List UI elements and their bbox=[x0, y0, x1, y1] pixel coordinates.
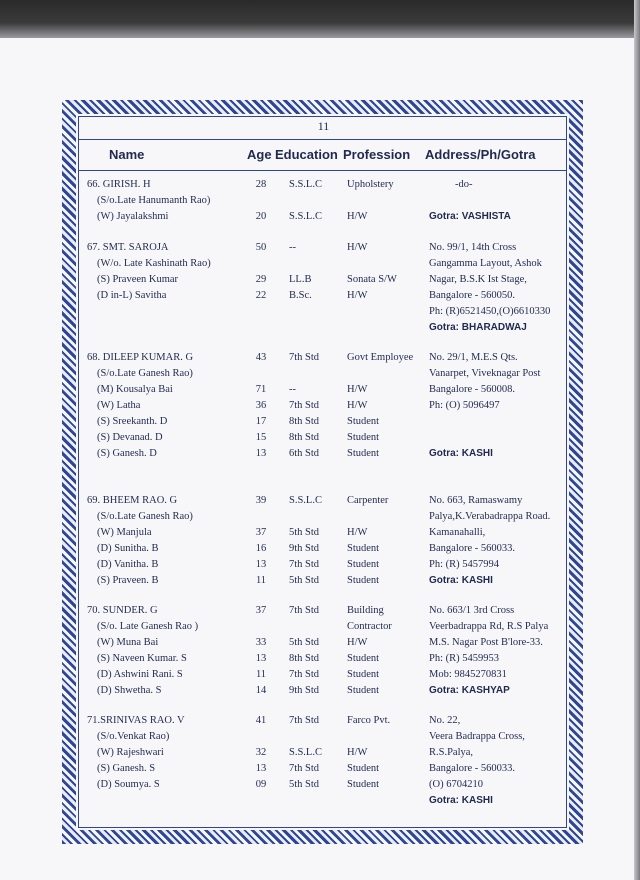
member-profession: H/W bbox=[347, 242, 368, 253]
member-name: (D) Vanitha. B bbox=[97, 559, 159, 570]
table-row bbox=[79, 242, 568, 258]
member-address: Palya,K.Verabadrappa Road. bbox=[429, 511, 551, 522]
table-row bbox=[79, 352, 568, 368]
member-profession: Student bbox=[347, 432, 380, 443]
table-row bbox=[79, 400, 568, 416]
member-name: 71.SRINIVAS RAO. V bbox=[87, 715, 185, 726]
table-row bbox=[79, 416, 568, 432]
header-rule-bottom bbox=[79, 170, 566, 171]
member-profession: Student bbox=[347, 448, 380, 459]
member-address: Bangalore - 560033. bbox=[429, 763, 516, 774]
member-name: (S) Praveen Kumar bbox=[97, 274, 179, 285]
table-row bbox=[79, 543, 568, 559]
member-age: 37 bbox=[255, 605, 267, 616]
table-row bbox=[79, 559, 568, 575]
member-address: M.S. Nagar Post B'lore-33. bbox=[429, 637, 543, 648]
member-profession: Student bbox=[347, 669, 380, 680]
member-profession: H/W bbox=[347, 637, 368, 648]
member-education: B.Sc. bbox=[289, 290, 312, 301]
table-row bbox=[79, 274, 568, 290]
member-education: S.S.L.C bbox=[289, 211, 322, 222]
member-profession: H/W bbox=[347, 211, 368, 222]
table-row bbox=[79, 384, 568, 400]
member-name: (D) Shwetha. S bbox=[97, 685, 162, 696]
member-age: 71 bbox=[255, 384, 267, 395]
member-address: Gotra: VASHISTA bbox=[429, 211, 511, 222]
member-name: (W) Latha bbox=[97, 400, 141, 411]
member-address: -do- bbox=[455, 179, 473, 190]
member-education: LL.B bbox=[289, 274, 312, 285]
member-age: 33 bbox=[255, 637, 267, 648]
member-education: 8th Std bbox=[289, 653, 320, 664]
member-education: 7th Std bbox=[289, 669, 320, 680]
member-address: Ph: (O) 5096497 bbox=[429, 400, 500, 411]
member-education: 8th Std bbox=[289, 432, 320, 443]
table-row bbox=[79, 511, 568, 527]
member-profession: Govt Employee bbox=[347, 352, 414, 363]
member-education: 8th Std bbox=[289, 416, 320, 427]
member-age: 29 bbox=[255, 274, 267, 285]
member-name: (W) Muna Bai bbox=[97, 637, 159, 648]
member-name: 68. DILEEP KUMAR. G bbox=[87, 352, 194, 363]
member-name: 66. GIRISH. H bbox=[87, 179, 151, 190]
member-profession: Student bbox=[347, 559, 380, 570]
member-profession: Farco Pvt. bbox=[347, 715, 391, 726]
member-name: (D) Sunitha. B bbox=[97, 543, 159, 554]
member-education: 9th Std bbox=[289, 543, 320, 554]
member-education: 7th Std bbox=[289, 605, 320, 616]
member-age: 09 bbox=[255, 779, 267, 790]
member-age: 11 bbox=[255, 669, 267, 680]
member-profession: Student bbox=[347, 685, 380, 696]
member-name: (D) Ashwini Rani. S bbox=[97, 669, 183, 680]
member-address: Bangalore - 560008. bbox=[429, 384, 516, 395]
member-age: 43 bbox=[255, 352, 267, 363]
member-address: Gotra: BHARADWAJ bbox=[429, 322, 527, 333]
member-address: Gotra: KASHI bbox=[429, 575, 493, 586]
member-address: Veerbadrappa Rd, R.S Palya bbox=[429, 621, 549, 632]
member-education: S.S.L.C bbox=[289, 495, 322, 506]
member-name: (S) Sreekanth. D bbox=[97, 416, 168, 427]
member-address: No. 29/1, M.E.S Qts. bbox=[429, 352, 518, 363]
member-name: (S) Ganesh. S bbox=[97, 763, 156, 774]
member-age: 39 bbox=[255, 495, 267, 506]
member-address: Bangalore - 560050. bbox=[429, 290, 516, 301]
table-row bbox=[79, 605, 568, 621]
member-address: (O) 6704210 bbox=[429, 779, 483, 790]
member-education: S.S.L.C bbox=[289, 747, 322, 758]
member-name: (S) Naveen Kumar. S bbox=[97, 653, 187, 664]
table-row bbox=[79, 669, 568, 685]
header-age: Age bbox=[247, 147, 272, 162]
member-name: (W) Jayalakshmi bbox=[97, 211, 169, 222]
member-name: (S/o. Late Ganesh Rao ) bbox=[97, 621, 199, 632]
member-age: 14 bbox=[255, 685, 267, 696]
member-education: 9th Std bbox=[289, 685, 320, 696]
table-row bbox=[79, 432, 568, 448]
member-profession: Student bbox=[347, 543, 380, 554]
member-education: -- bbox=[289, 384, 296, 395]
table-row bbox=[79, 763, 568, 779]
member-age: 36 bbox=[255, 400, 267, 411]
header-name: Name bbox=[109, 147, 145, 162]
member-profession: H/W bbox=[347, 290, 368, 301]
member-age: 11 bbox=[255, 575, 267, 586]
table-row bbox=[79, 258, 568, 274]
member-education: 5th Std bbox=[289, 575, 320, 586]
member-address: Gotra: KASHYAP bbox=[429, 685, 510, 696]
member-age: 28 bbox=[255, 179, 267, 190]
member-profession: Building bbox=[347, 605, 384, 616]
member-age: 13 bbox=[255, 448, 267, 459]
member-profession: H/W bbox=[347, 527, 368, 538]
member-address: Ph: (R) 5457994 bbox=[429, 559, 500, 570]
member-address: Veera Badrappa Cross, bbox=[429, 731, 525, 742]
member-name: (W/o. Late Kashinath Rao) bbox=[97, 258, 211, 269]
header-rule-top bbox=[79, 139, 566, 140]
member-profession: Student bbox=[347, 779, 380, 790]
table-row bbox=[79, 322, 568, 338]
member-profession: Student bbox=[347, 653, 380, 664]
member-address: Ph: (R) 5459953 bbox=[429, 653, 500, 664]
member-age: 15 bbox=[255, 432, 267, 443]
member-name: (D) Soumya. S bbox=[97, 779, 160, 790]
table-row bbox=[79, 575, 568, 591]
member-address: R.S.Palya, bbox=[429, 747, 474, 758]
member-education: -- bbox=[289, 242, 296, 253]
table-row bbox=[79, 747, 568, 763]
member-name: (W) Rajeshwari bbox=[97, 747, 164, 758]
member-education: 5th Std bbox=[289, 527, 320, 538]
table-row bbox=[79, 685, 568, 701]
member-age: 13 bbox=[255, 763, 267, 774]
table-row bbox=[79, 779, 568, 795]
member-profession: Student bbox=[347, 416, 380, 427]
table-row bbox=[79, 621, 568, 637]
member-address: Kamanahalli, bbox=[429, 527, 486, 538]
member-education: 5th Std bbox=[289, 779, 320, 790]
member-education: 6th Std bbox=[289, 448, 320, 459]
member-education: 7th Std bbox=[289, 352, 320, 363]
member-education: 7th Std bbox=[289, 763, 320, 774]
member-name: (S/o.Late Ganesh Rao) bbox=[97, 368, 193, 379]
member-profession: Upholstery bbox=[347, 179, 394, 190]
member-age: 13 bbox=[255, 653, 267, 664]
member-address: Mob: 9845270831 bbox=[429, 669, 507, 680]
table-row bbox=[79, 527, 568, 543]
member-education: 5th Std bbox=[289, 637, 320, 648]
member-name: (W) Manjula bbox=[97, 527, 152, 538]
member-age: 17 bbox=[255, 416, 267, 427]
member-education: 7th Std bbox=[289, 559, 320, 570]
member-name: (S) Devanad. D bbox=[97, 432, 163, 443]
member-address: Ph: (R)6521450,(O)6610330 bbox=[429, 306, 551, 317]
member-age: 13 bbox=[255, 559, 267, 570]
member-address: No. 663/1 3rd Cross bbox=[429, 605, 515, 616]
table-row bbox=[79, 637, 568, 653]
member-profession: Student bbox=[347, 575, 380, 586]
table-row bbox=[79, 795, 568, 811]
member-profession: H/W bbox=[347, 384, 368, 395]
table-row bbox=[79, 653, 568, 669]
table-row bbox=[79, 495, 568, 511]
table-row bbox=[79, 290, 568, 306]
member-name: 67. SMT. SAROJA bbox=[87, 242, 169, 253]
member-address: Bangalore - 560033. bbox=[429, 543, 516, 554]
member-name: (S) Ganesh. D bbox=[97, 448, 157, 459]
header-address: Address/Ph/Gotra bbox=[425, 147, 536, 162]
table-row bbox=[79, 731, 568, 747]
member-age: 50 bbox=[255, 242, 267, 253]
member-address: Gotra: KASHI bbox=[429, 448, 493, 459]
member-profession: H/W bbox=[347, 747, 368, 758]
table-row bbox=[79, 368, 568, 384]
directory-table bbox=[78, 116, 567, 828]
member-address: Gangamma Layout, Ashok bbox=[429, 258, 542, 269]
scan-edge-top bbox=[0, 0, 640, 38]
member-address: Nagar, B.S.K Ist Stage, bbox=[429, 274, 527, 285]
member-name: (S/o.Late Hanumanth Rao) bbox=[97, 195, 211, 206]
member-name: (S) Praveen. B bbox=[97, 575, 159, 586]
member-age: 20 bbox=[255, 211, 267, 222]
member-education: S.S.L.C bbox=[289, 179, 322, 190]
member-age: 37 bbox=[255, 527, 267, 538]
header-education: Education bbox=[275, 147, 338, 162]
member-education: 7th Std bbox=[289, 400, 320, 411]
header-profession: Profession bbox=[343, 147, 411, 162]
member-name: 70. SUNDER. G bbox=[87, 605, 158, 616]
member-address: Gotra: KASHI bbox=[429, 795, 493, 806]
member-profession: Carpenter bbox=[347, 495, 389, 506]
table-row bbox=[79, 448, 568, 464]
member-address: No. 663, Ramaswamy bbox=[429, 495, 523, 506]
table-row bbox=[79, 715, 568, 731]
member-name: (S/o.Late Ganesh Rao) bbox=[97, 511, 193, 522]
member-age: 32 bbox=[255, 747, 267, 758]
member-name: (S/o.Venkat Rao) bbox=[97, 731, 170, 742]
member-name: 69. BHEEM RAO. G bbox=[87, 495, 178, 506]
member-profession: H/W bbox=[347, 400, 368, 411]
table-row bbox=[79, 179, 568, 195]
scan-edge-right bbox=[634, 0, 640, 880]
member-age: 22 bbox=[255, 290, 267, 301]
member-address: No. 22, bbox=[429, 715, 461, 726]
member-name: (D in-L) Savitha bbox=[97, 290, 167, 301]
member-profession: Contractor bbox=[347, 621, 392, 632]
member-age: 41 bbox=[255, 715, 267, 726]
member-profession: Student bbox=[347, 763, 380, 774]
member-profession: Sonata S/W bbox=[347, 274, 397, 285]
member-name: (M) Kousalya Bai bbox=[97, 384, 173, 395]
table-row bbox=[79, 306, 568, 322]
table-row bbox=[79, 211, 568, 227]
member-address: Vanarpet, Viveknagar Post bbox=[429, 368, 541, 379]
page-number: 11 bbox=[317, 119, 330, 133]
member-age: 16 bbox=[255, 543, 267, 554]
table-row bbox=[79, 195, 568, 211]
member-education: 7th Std bbox=[289, 715, 320, 726]
member-address: No. 99/1, 14th Cross bbox=[429, 242, 517, 253]
